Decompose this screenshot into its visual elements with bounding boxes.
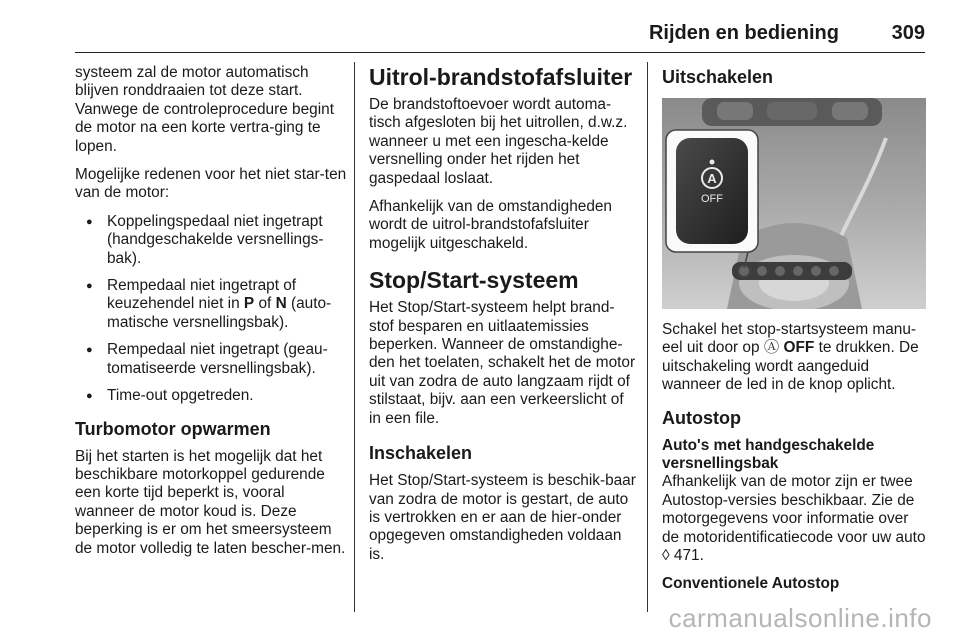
list-item-text: (auto-matische versnellingsbak). xyxy=(107,295,332,331)
page-header xyxy=(75,0,925,53)
list-item-text: Rempedaal niet ingetrapt (geau-tomatiseerde versnellingsbak). xyxy=(107,341,328,377)
heading-turbo: Turbomotor opwarmen xyxy=(75,418,271,439)
page-reference-icon: ◊ xyxy=(662,547,670,565)
text: Schakel het stop-startsysteem manu-eel uit door op xyxy=(662,321,917,357)
autostop-icon: Ⓐ xyxy=(763,339,780,357)
gear-p: P xyxy=(243,295,255,313)
page-number: 309 xyxy=(891,22,925,44)
page-reference: 471. xyxy=(669,547,704,565)
section-title: Rijden en bediening xyxy=(648,22,839,44)
paragraph: Bij het starten is het mogelijk dat het beschikbare motorkoppel gedurende een korte tijd beperkt is, vooral wanneer de motor koud is. Deze beperking is er om het smeersysteem de motor volledig te laten bescher-men. xyxy=(75,447,346,557)
heading-uitschakelen: Uitschakelen xyxy=(662,67,774,87)
button-off-label: OFF xyxy=(701,193,723,205)
paragraph: Afhankelijk van de omstandigheden wordt de uitrol-brandstofafsluiter mogelijk uitgeschakeld. xyxy=(369,198,612,252)
list-item-text: Rempedaal niet ingetrapt of keuzehendel niet in xyxy=(107,277,297,313)
heading-inschakelen: Inschakelen xyxy=(369,443,473,464)
column-divider xyxy=(647,62,648,612)
subheading-manual: Auto's met handgeschakelde versnellingsbak xyxy=(662,436,875,473)
column-divider xyxy=(354,62,355,612)
list-item xyxy=(75,277,347,332)
list-item xyxy=(75,341,347,378)
list-item xyxy=(75,387,347,405)
paragraph: Mogelijke redenen voor het niet star-ten van de motor: xyxy=(75,166,347,202)
heading-uitrol: Uitrol-brandstofafsluiter xyxy=(369,64,633,90)
list-item-text: of xyxy=(254,295,276,313)
paragraph: Het Stop/Start-systeem helpt brand-stof besparen en uitlaatemissies beperken. Wanneer de omstandighe-den het toelaten, schakelt het de motor uit van zodra de auto langzaam rijdt of stilstaat, bijv. aan een verkeerslicht of in een file. xyxy=(369,299,636,427)
reasons-list xyxy=(75,213,347,406)
text: Afhankelijk van de motor zijn er twee Autostop-versies beschikbaar. Zie de motorgegevens voor informatie over de motoridentificatiecode voor uw auto xyxy=(662,473,926,546)
list-item xyxy=(75,213,347,268)
center-console-photo xyxy=(662,98,926,309)
paragraph: Het Stop/Start-systeem is beschik-baar van zodra de motor is gestart, de auto is vertrokken en er aan de hier-onder opgegeven omstandigheden voldaan is. xyxy=(369,472,636,563)
paragraph: systeem zal de motor automatisch blijven ronddraaien tot deze start. Vanwege de controleprocedure begint de motor na een korte vertra-ging te lopen. xyxy=(75,64,334,155)
gear-n: N xyxy=(275,295,287,313)
paragraph: De brandstoftoevoer wordt automa-tisch afgesloten bij het uitrollen, d.w.z. wanneer u met een ingescha-kelde versnelling onder het rijden het gaspedaal loslaat. xyxy=(369,96,628,187)
list-item-text: Koppelingspedaal niet ingetrapt (handgeschakelde versnellings-bak). xyxy=(107,212,324,267)
watermark: carmanualsonline.info xyxy=(668,603,932,633)
column-1 xyxy=(75,64,347,568)
paragraph xyxy=(662,321,926,395)
button-a-label: A xyxy=(707,171,717,186)
heading-stop-start: Stop/Start-systeem xyxy=(369,267,579,294)
column-3 xyxy=(662,64,926,594)
list-item-text: Time-out opgetreden. xyxy=(107,387,254,405)
text: te drukken. De uitschakeling wordt aangeduid wanneer de led in de knop oplicht. xyxy=(662,339,919,394)
subheading-conventional: Conventionele Autostop xyxy=(662,575,840,593)
column-2 xyxy=(369,64,636,574)
paragraph xyxy=(662,473,926,565)
off-label: OFF xyxy=(783,339,815,357)
heading-autostop: Autostop xyxy=(662,407,741,428)
